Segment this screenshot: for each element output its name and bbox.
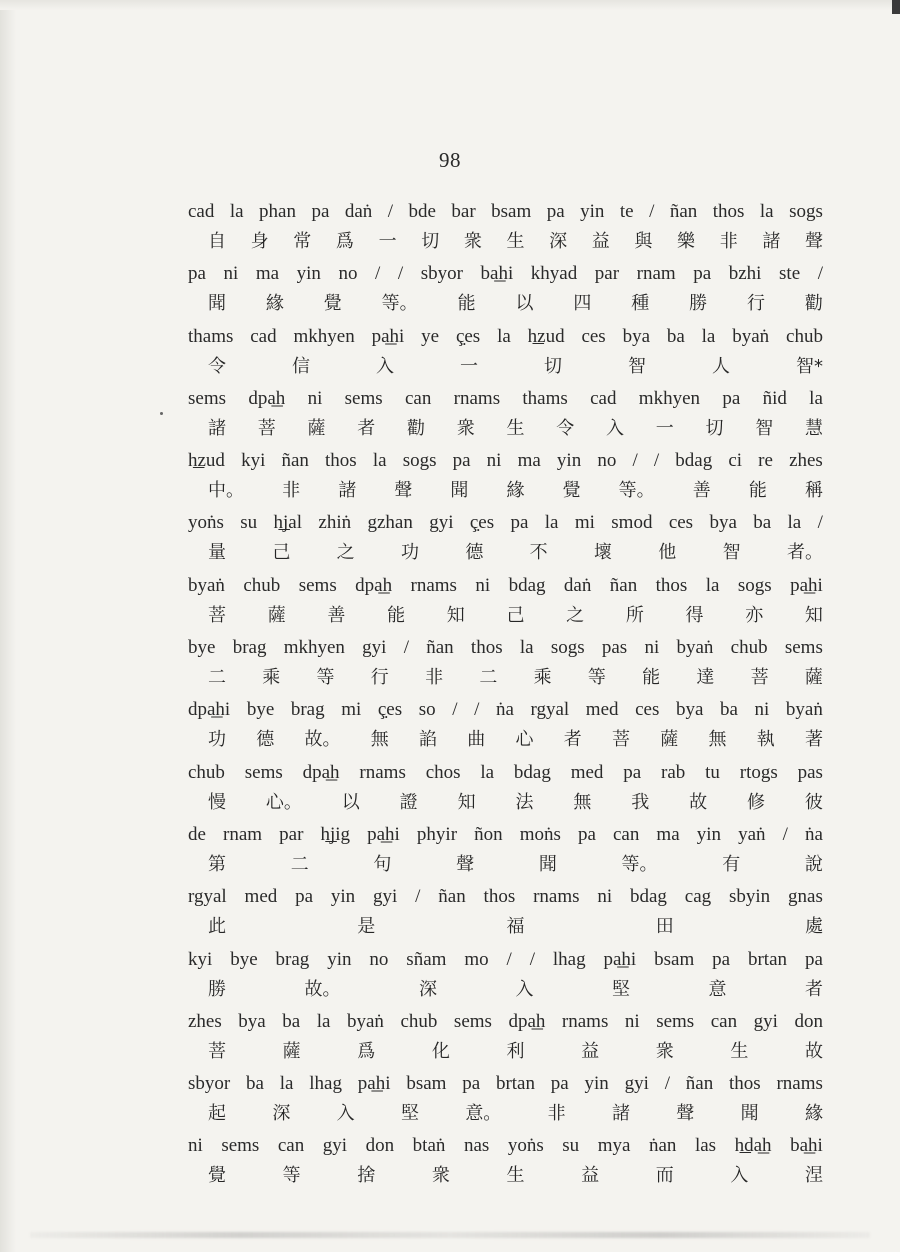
chinese-line: 勝 故。 深 入 堅 意 者 [208, 978, 823, 1000]
tibetan-line: sbyor ba la lhag pa͟hi bsam pa brtan pa yin gyi / ñan thos rnams [188, 1073, 823, 1095]
chinese-line: 令 信 入 一 切 智 人 智* [208, 355, 823, 377]
chinese-line: 功 德 故。 無 諂 曲 心 者 菩 薩 無 執 著 [208, 729, 823, 751]
scan-edge-top [0, 0, 900, 10]
tibetan-line: chub sems dpa͟h rnams chos la bdag med pa rab tu rtogs pas [188, 761, 823, 783]
text-row [188, 1008, 823, 1070]
tibetan-line: pa ni ma yin no / / sbyor ba͟hi khyad par rnam pa bzhi ste / [188, 263, 823, 285]
text-row [188, 198, 823, 260]
tibetan-line: thams cad mkhyen pa͟hi ye ç̣es la h͟zud ces bya ba la byaṅ chub [188, 325, 823, 347]
tibetan-line: dpa͟hi bye brag mi ç̣es so / / ṅa rgyal med ces bya ba ni byaṅ [188, 699, 823, 721]
page-number: 98 [439, 148, 461, 172]
text-row [188, 260, 823, 322]
chinese-line: 第 二 句 聲 聞 等。 有 說 [208, 853, 823, 875]
chinese-line: 菩 薩 善 能 知 己 之 所 得 亦 知 [208, 604, 823, 626]
chinese-line: 諸 菩 薩 者 勸 衆 生 令 入 一 切 智 慧 [208, 417, 823, 439]
margin-dot [160, 412, 163, 415]
chinese-line: 中。 非 諸 聲 聞 緣 覺 等。 善 能 稱 [208, 480, 823, 502]
chinese-line: 聞 緣 覺 等。 能 以 四 種 勝 行 勸 [208, 293, 823, 315]
text-row [188, 759, 823, 821]
text-row [188, 323, 823, 385]
text-block [188, 198, 823, 1195]
tibetan-line: zhes bya ba la byaṅ chub sems dpa͟h rnams ni sems can gyi don [188, 1010, 823, 1032]
tibetan-line: ni sems can gyi don btaṅ nas yoṅs su mya ṅan las h͟da͟h ba͟hi [188, 1135, 823, 1157]
scan-bottom-smudge [30, 1232, 870, 1238]
chinese-line: 二 乘 等 行 非 二 乘 等 能 達 菩 薩 [208, 667, 823, 689]
text-row [188, 821, 823, 883]
chinese-line: 起 深 入 堅 意。 非 諸 聲 聞 緣 [208, 1103, 823, 1125]
tibetan-line: kyi bye brag yin no sñam mo / / lhag pa͟hi bsam pa brtan pa [188, 948, 823, 970]
text-row [188, 1132, 823, 1194]
text-row [188, 572, 823, 634]
tibetan-line: de rnam par h͟jig pa͟hi phyir ñon moṅs pa can ma yin yaṅ / ṅa [188, 823, 823, 845]
tibetan-line: bye brag mkhyen gyi / ñan thos la sogs pas ni byaṅ chub sems [188, 637, 823, 659]
scan-edge-left [0, 0, 16, 1252]
chinese-line: 此 是 福 田 處 [208, 916, 823, 938]
text-row [188, 883, 823, 945]
text-row [188, 946, 823, 1008]
text-row [188, 509, 823, 571]
tibetan-line: sems dpa͟h ni sems can rnams thams cad mkhyen pa ñid la [188, 387, 823, 409]
chinese-line: 量 己 之 功 德 不 壞 他 智 者。 [208, 542, 823, 564]
text-row [188, 634, 823, 696]
chinese-line: 菩 薩 爲 化 利 益 衆 生 故 [208, 1040, 823, 1062]
text-row [188, 696, 823, 758]
chinese-line: 覺 等 捨 衆 生 益 而 入 涅 [208, 1165, 823, 1187]
chinese-line: 慢 心。 以 證 知 法 無 我 故 修 彼 [208, 791, 823, 813]
text-row [188, 385, 823, 447]
tibetan-line: rgyal med pa yin gyi / ñan thos rnams ni bdag cag sbyin gnas [188, 886, 823, 908]
tibetan-line: byaṅ chub sems dpa͟h rnams ni bdag daṅ ñan thos la sogs pa͟hi [188, 574, 823, 596]
tibetan-line: yoṅs su h͟jal zhiṅ gzhan gyi ç̣es pa la mi smod ces bya ba la / [188, 512, 823, 534]
text-row [188, 1070, 823, 1132]
tibetan-line: h͟zud kyi ñan thos la sogs pa ni ma yin no / / bdag ci re zhes [188, 450, 823, 472]
text-row [188, 447, 823, 509]
tibetan-line: cad la phan pa daṅ / bde bar bsam pa yin te / ñan thos la sogs [188, 201, 823, 222]
chinese-line: 自 身 常 爲 一 切 衆 生 深 益 與 樂 非 諸 聲 [208, 231, 823, 252]
scan-corner-mark [892, 0, 900, 14]
